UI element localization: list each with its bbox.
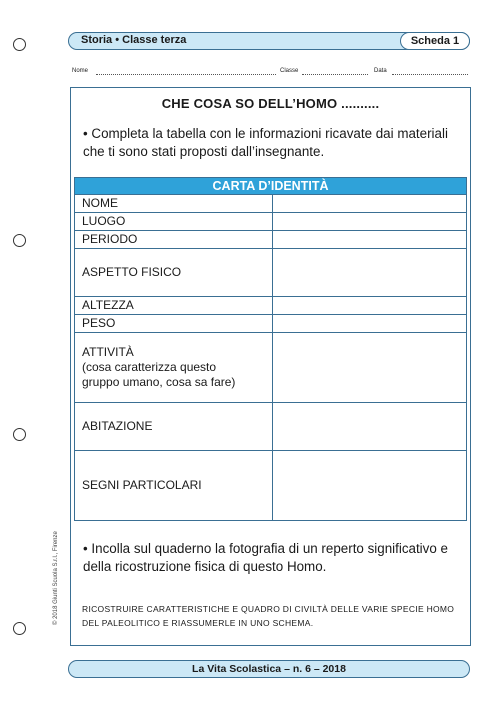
sheet-number: Scheda 1 [400, 32, 470, 50]
student-info-row [72, 68, 470, 78]
answer-cell-attivita[interactable] [273, 333, 467, 403]
row-label: LUOGO [75, 213, 273, 231]
answer-cell-abitazione[interactable] [273, 403, 467, 451]
row-label: ASPETTO FISICO [75, 249, 273, 297]
table-row [75, 231, 467, 249]
binder-hole-top [13, 38, 26, 51]
instruction-table: • Completa la tabella con le informazioni ricavate dai materiali che ti sono stati proposti dall’insegnante. [83, 126, 448, 159]
worksheet-title: CHE COSA SO DELL’HOMO .......... [161, 96, 380, 111]
row-label: ABITAZIONE [75, 403, 273, 451]
answer-cell-luogo[interactable] [273, 213, 467, 231]
table-row [75, 333, 467, 403]
row-label: SEGNI PARTICOLARI [75, 451, 273, 521]
publication-info: La Vita Scolastica – n. 6 – 2018 [192, 663, 346, 675]
row-label: PESO [75, 315, 273, 333]
binder-hole-lower [13, 428, 26, 441]
row-label: ATTIVITÀ [82, 345, 134, 359]
table-row [75, 315, 467, 333]
row-label: NOME [75, 195, 273, 213]
table-row [75, 403, 467, 451]
answer-cell-segni-particolari[interactable] [273, 451, 467, 521]
table-row [75, 249, 467, 297]
summary-note: RICOSTRUIRE CARATTERISTICHE E QUADRO DI CIVILTÀ DELLE VARIE SPECIE HOMO DEL PALEOLITICO E RIASSUMERLE IN UNO SCHEMA. [82, 604, 455, 628]
identity-card-header: CARTA D’IDENTITÀ [75, 178, 467, 195]
row-label-attivita [75, 333, 273, 403]
row-label: ALTEZZA [75, 297, 273, 315]
answer-cell-periodo[interactable] [273, 231, 467, 249]
class-field[interactable] [302, 74, 368, 75]
table-row [75, 451, 467, 521]
header-bar [68, 32, 470, 50]
date-label: Data [374, 68, 387, 74]
worksheet-box [70, 87, 471, 646]
answer-cell-nome[interactable] [273, 195, 467, 213]
row-sublabel: gruppo umano, cosa sa fare) [82, 375, 236, 389]
identity-card-table [74, 177, 467, 521]
table-row [75, 195, 467, 213]
name-field[interactable] [96, 74, 276, 75]
class-label: Classe [280, 68, 299, 74]
table-row [75, 297, 467, 315]
binder-hole-bottom [13, 622, 26, 635]
table-row [75, 213, 467, 231]
binder-hole-upper [13, 234, 26, 247]
answer-cell-altezza[interactable] [273, 297, 467, 315]
answer-cell-peso[interactable] [273, 315, 467, 333]
copyright-notice: © 2018 Giunti Scuola S.r.l., Firenze [53, 531, 59, 625]
row-label: PERIODO [75, 231, 273, 249]
date-field[interactable] [392, 74, 468, 75]
subject-title: Storia • Classe terza [81, 34, 187, 46]
name-label: Nome [72, 68, 89, 74]
answer-cell-aspetto-fisico[interactable] [273, 249, 467, 297]
instruction-photo: • Incolla sul quaderno la fotografia di un reperto significativo e della ricostruzione fisica di questo Homo. [83, 541, 448, 574]
row-sublabel: (cosa caratterizza questo [82, 360, 217, 374]
footer-bar [68, 660, 470, 678]
